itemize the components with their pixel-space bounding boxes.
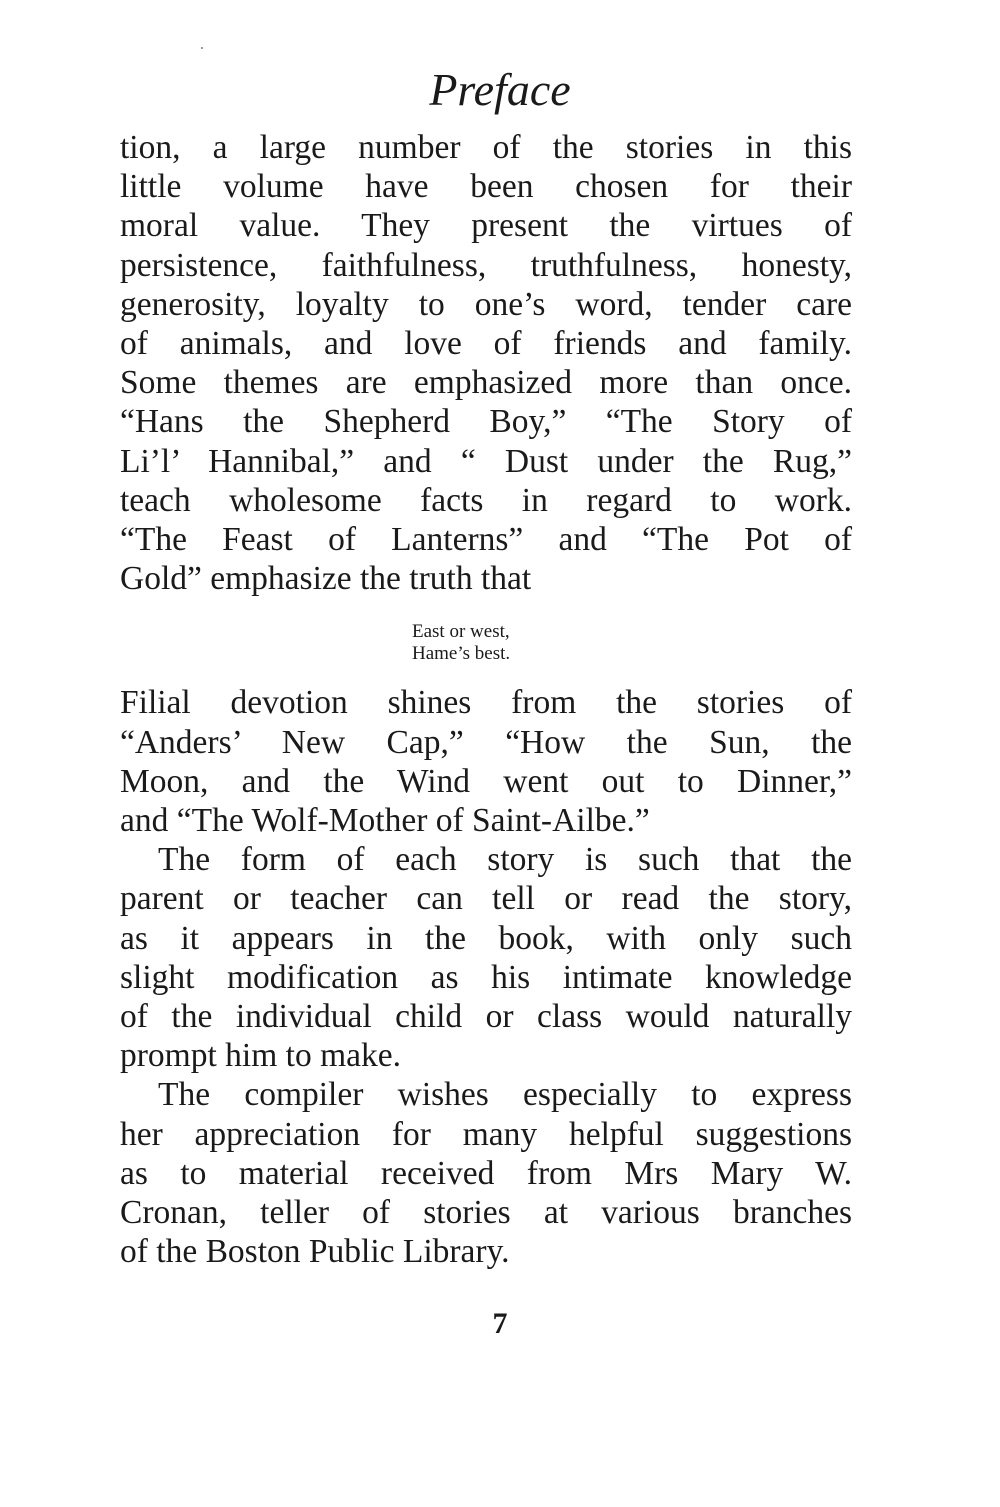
verse-line: East or west, xyxy=(412,621,510,643)
text-line: of the individual child or class would naturally xyxy=(120,998,852,1036)
paragraph-1 xyxy=(120,128,852,598)
text-line: as to material received from Mrs Mary W. xyxy=(120,1154,852,1192)
text-line: “The Feast of Lanterns” and “The Pot of xyxy=(120,521,852,559)
text-line: Gold” emphasize the truth that xyxy=(120,560,532,598)
text-line: Filial devotion shines from the stories of xyxy=(120,684,852,722)
text-line: little volume have been chosen for their xyxy=(120,168,852,206)
text-line: tion, a large number of the stories in this xyxy=(120,129,852,166)
body-text xyxy=(120,128,852,1271)
verse-line: Hame’s best. xyxy=(412,643,511,665)
text-line: moral value. They present the virtues of xyxy=(120,207,852,245)
text-line: prompt him to make. xyxy=(120,1037,401,1075)
text-line: of the Boston Public Library. xyxy=(120,1233,510,1271)
paragraph-3 xyxy=(120,840,852,1075)
text-line: and “The Wolf-Mother of Saint-Ailbe.” xyxy=(120,802,650,840)
text-line: teach wholesome facts in regard to work. xyxy=(120,481,852,519)
paragraph-2 xyxy=(120,683,852,840)
text-line: “Hans the Shepherd Boy,” “The Story of xyxy=(120,403,852,441)
text-line: The form of each story is such that the xyxy=(158,841,852,879)
text-line: Moon, and the Wind went out to Dinner,” xyxy=(120,762,852,800)
running-head: Preface xyxy=(429,64,571,115)
text-line: parent or teacher can tell or read the story, xyxy=(120,880,852,918)
text-line: Some themes are emphasized more than once. xyxy=(120,364,852,402)
text-line: Cronan, teller of stories at various branches xyxy=(120,1194,852,1232)
verse-quote xyxy=(120,621,852,665)
text-line: slight modification as his intimate knowledge xyxy=(120,958,852,996)
print-speck xyxy=(201,47,203,49)
text-line: Li’l’ Hannibal,” and “ Dust under the Rug,” xyxy=(120,442,852,480)
text-line: generosity, loyalty to one’s word, tender care xyxy=(120,285,852,323)
page-number: 7 xyxy=(492,1307,508,1340)
text-line: “Anders’ New Cap,” “How the Sun, the xyxy=(120,723,852,761)
text-line: as it appears in the book, with only such xyxy=(120,919,852,957)
text-line: persistence, faithfulness, truthfulness, honesty, xyxy=(120,246,852,284)
paragraph-4 xyxy=(120,1075,852,1271)
text-line: of animals, and love of friends and family. xyxy=(120,325,852,363)
text-line: The compiler wishes especially to express xyxy=(158,1076,852,1114)
text-line: her appreciation for many helpful suggestions xyxy=(120,1115,852,1153)
